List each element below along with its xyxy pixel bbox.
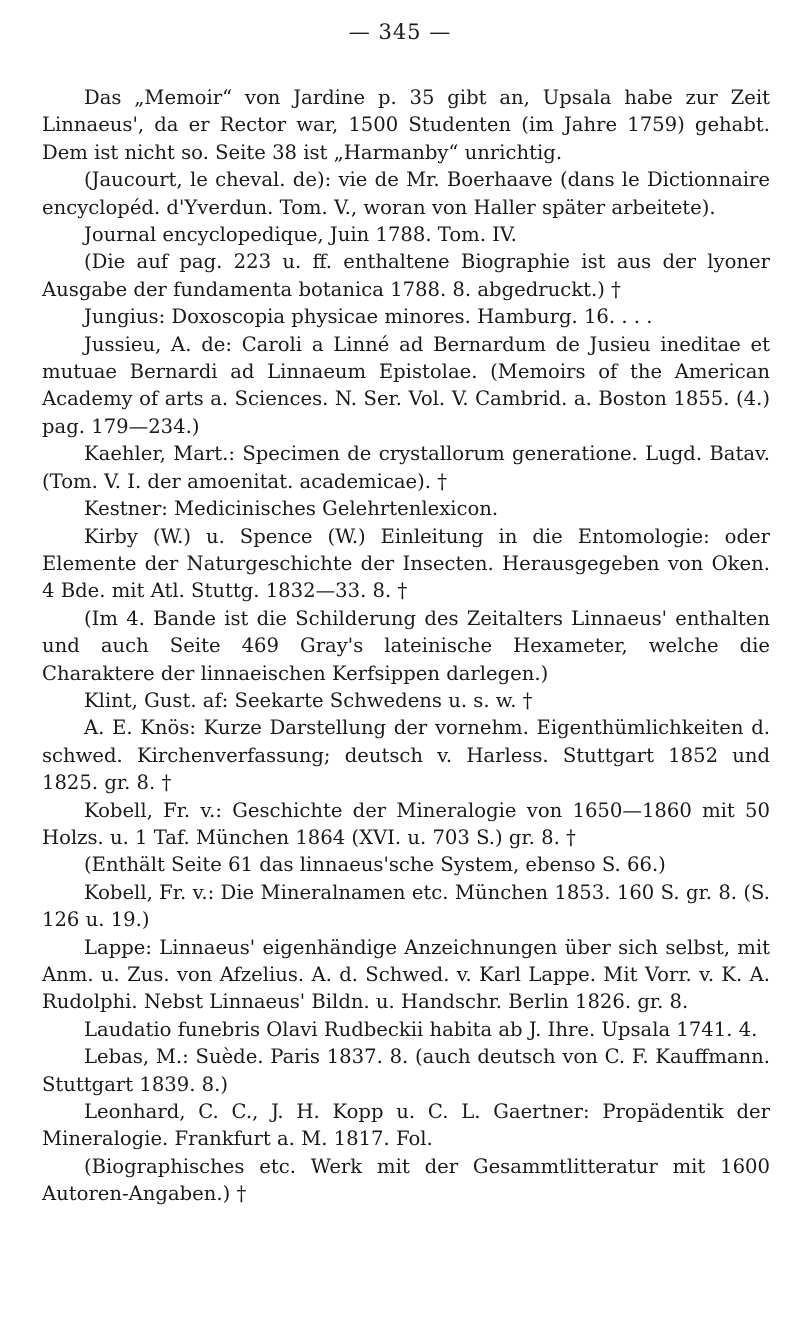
paragraph: Kaehler, Mart.: Specimen de crystallorum generatione. Lugd. Batav. (Tom. V. I. der amoenitat. academicae). † — [42, 442, 770, 493]
paragraph: (Die auf pag. 223 u. ff. enthaltene Biographie ist aus der lyoner Ausgabe der fundamenta botanica 1788. 8. abgedruckt.) † — [42, 250, 770, 301]
paragraph: (Im 4. Bande ist die Schilderung des Zeitalters Linnaeus' enthalten und auch Seite 469 Gray's lateinische Hexameter, welche die Charaktere der linnaeischen Kerfsippen darlegen.) — [42, 606, 770, 685]
paragraph: Laudatio funebris Olavi Rudbeckii habita ab J. Ihre. Upsala 1741. 4. — [84, 1017, 758, 1041]
paragraph: Kestner: Medicinisches Gelehrtenlexicon. — [84, 497, 499, 521]
bibliography-text — [42, 84, 770, 1208]
paragraph: Kobell, Fr. v.: Geschichte der Mineralogie von 1650—1860 mit 50 Holzs. u. 1 Taf. München 1864 (XVI. u. 703 S.) gr. 8. † — [42, 798, 770, 849]
paragraph: Kirby (W.) u. Spence (W.) Einleitung in die Entomologie: oder Elemente der Naturgeschichte der Insecten. Herausgegeben von Oken. 4 Bde. mit Atl. Stuttg. 1832—33. 8. † — [42, 524, 770, 603]
paragraph: Jungius: Doxoscopia physicae minores. Hamburg. 16. . . . — [84, 305, 653, 329]
paragraph: Klint, Gust. af: Seekarte Schwedens u. s. w. † — [84, 688, 533, 712]
paragraph: Jussieu, A. de: Caroli a Linné ad Bernardum de Jusieu ineditae et mutuae Bernardi ad Linnaeum Epistolae. (Memoirs of the American Academy of arts a. Sciences. N. Ser. Vol. V. Cambrid. a. Boston 1855. (4.) pag. 179—234.) — [42, 332, 770, 438]
page-number: — 345 — — [348, 20, 452, 44]
paragraph: Journal encyclopedique, Juin 1788. Tom. IV. — [84, 223, 517, 247]
paragraph: Lappe: Linnaeus' eigenhändige Anzeichnungen über sich selbst, mit Anm. u. Zus. von Afzelius. A. d. Schwed. v. Karl Lappe. Mit Vorr. v. K. A. Rudolphi. Nebst Linnaeus' Bildn. u. Handschr. Berlin 1826. gr. 8. — [42, 935, 770, 1014]
paragraph: Kobell, Fr. v.: Die Mineralnamen etc. München 1853. 160 S. gr. 8. (S. 126 u. 19.) — [42, 880, 770, 932]
paragraph: Das „Memoir“ von Jardine p. 35 gibt an, Upsala habe zur Zeit Linnaeus', da er Rector war, 1500 Studenten (im Jahre 1759) gehabt. Dem ist nicht so. Seite 38 ist „Harmanby“ unrichtig. — [42, 86, 770, 164]
paragraph: Leonhard, C. C., J. H. Kopp u. C. L. Gaertner: Propädentik der Mineralogie. Frankfurt a. M. 1817. Fol. — [42, 1100, 770, 1151]
paragraph: (Enthält Seite 61 das linnaeus'sche System, ebenso S. 66.) — [84, 853, 666, 877]
paragraph: (Biographisches etc. Werk mit der Gesammtlitteratur mit 1600 Autoren-Angaben.) † — [42, 1154, 770, 1206]
paragraph: Lebas, M.: Suède. Paris 1837. 8. (auch deutsch von C. F. Kauffmann. Stuttgart 1839. 8.) — [42, 1045, 770, 1096]
paragraph: A. E. Knös: Kurze Darstellung der vornehm. Eigenthümlichkeiten d. schwed. Kirchenverfassung; deutsch v. Harless. Stuttgart 1852 und 1825. gr. 8. † — [42, 716, 770, 795]
paragraph: (Jaucourt, le cheval. de): vie de Mr. Boerhaave (dans le Dictionnaire encyclopéd. d'Yverdun. Tom. V., woran von Haller später arbeitete). — [42, 168, 770, 219]
